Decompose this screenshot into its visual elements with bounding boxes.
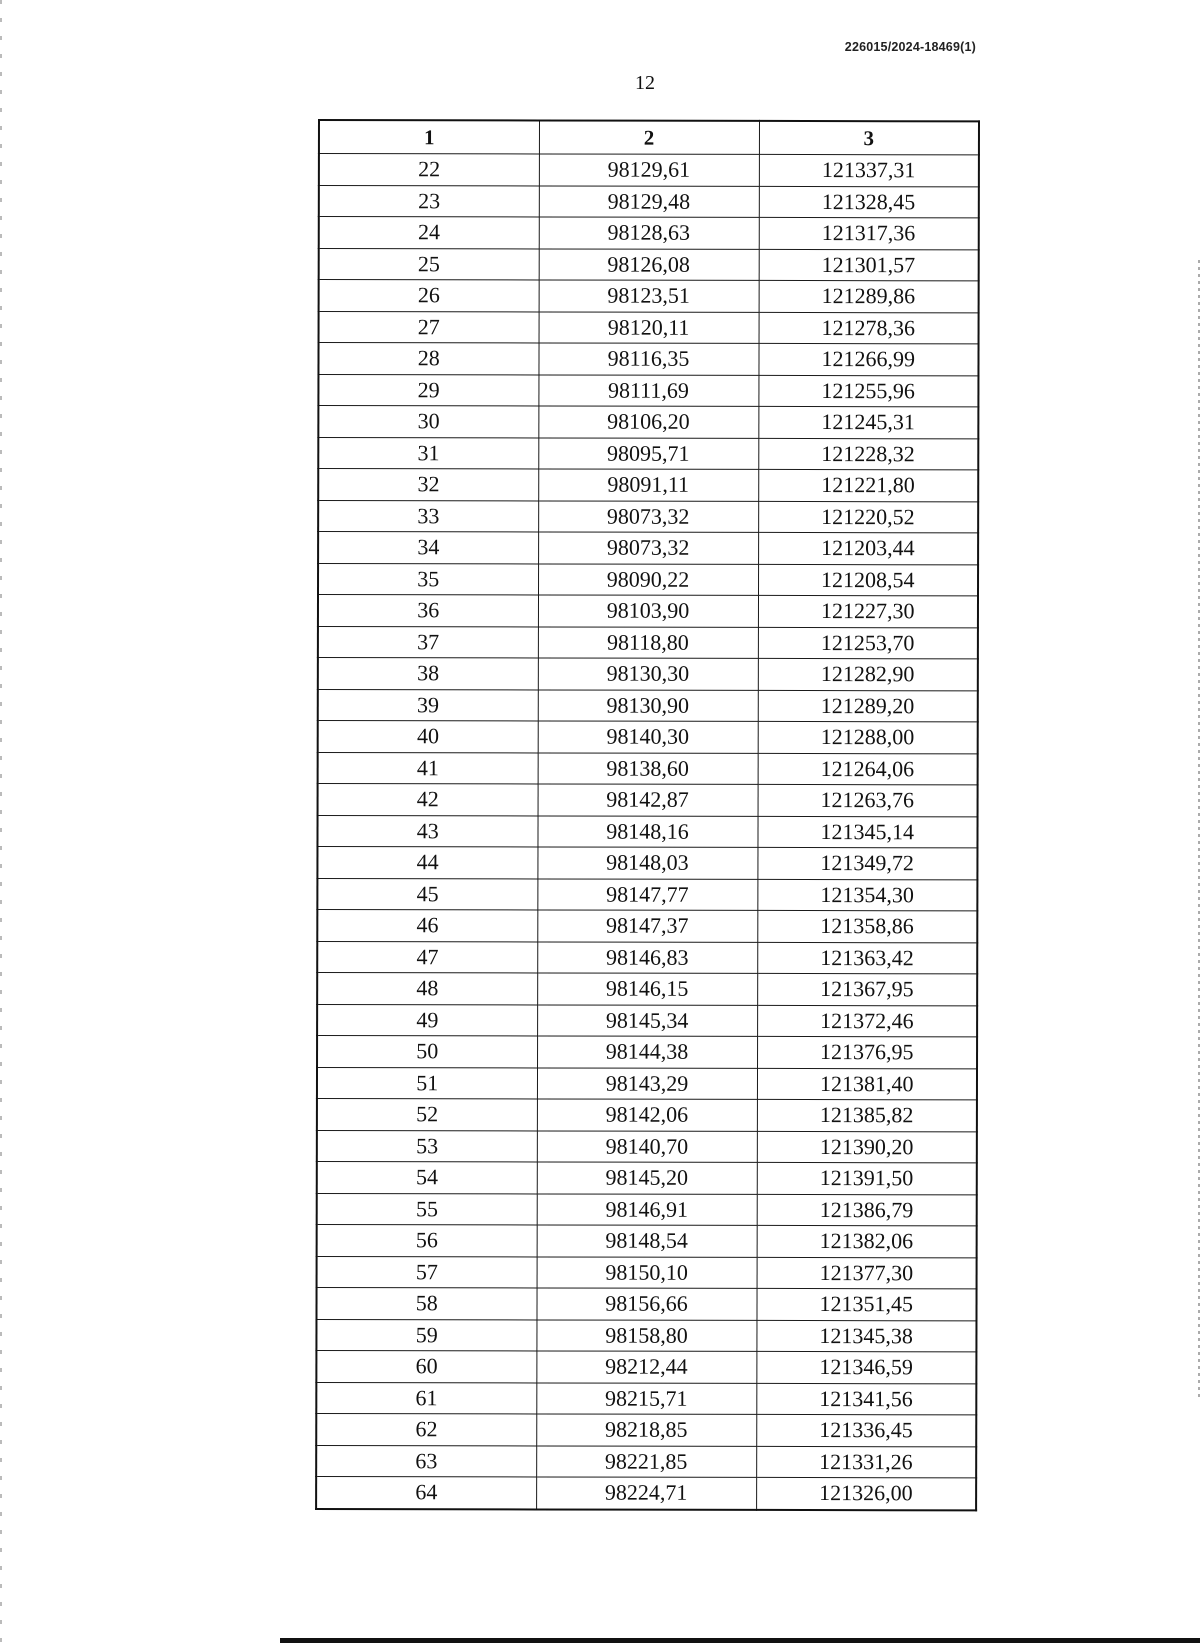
table-row — [318, 532, 978, 565]
table-row — [318, 563, 978, 596]
table-cell-col-2: 98129,61 — [539, 154, 759, 186]
table-row — [317, 1224, 977, 1257]
table-cell-col-3: 121317,36 — [759, 217, 979, 249]
column-header-2: 2 — [539, 120, 759, 154]
table-cell-col-1: 58 — [316, 1287, 536, 1319]
table-cell-col-3: 121385,82 — [757, 1099, 977, 1131]
table-header-row — [319, 120, 979, 155]
table-cell-col-3: 121358,86 — [757, 910, 977, 942]
table-cell-col-2: 98221,85 — [536, 1445, 756, 1477]
table-row — [319, 154, 979, 187]
coordinates-table — [315, 119, 980, 1511]
table-cell-col-1: 36 — [318, 595, 538, 627]
table-cell-col-1: 62 — [316, 1413, 536, 1445]
table-cell-col-1: 32 — [318, 469, 538, 501]
table-cell-col-2: 98147,37 — [537, 910, 757, 942]
table-cell-col-1: 51 — [317, 1067, 537, 1099]
table-cell-col-3: 121228,32 — [758, 438, 978, 470]
table-cell-col-1: 50 — [317, 1036, 537, 1068]
table-row — [318, 658, 978, 691]
table-row — [319, 248, 979, 281]
table-row — [319, 185, 979, 218]
table-cell-col-2: 98148,16 — [537, 815, 757, 847]
table-row — [318, 721, 978, 754]
table-row — [317, 910, 977, 943]
table-cell-col-3: 121203,44 — [758, 532, 978, 564]
table-cell-col-3: 121354,30 — [757, 879, 977, 911]
table-cell-col-1: 37 — [318, 626, 538, 658]
table-cell-col-1: 38 — [318, 658, 538, 690]
table-cell-col-3: 121208,54 — [758, 564, 978, 596]
table-row — [318, 595, 978, 628]
table-cell-col-2: 98146,83 — [537, 941, 757, 973]
table-row — [317, 1004, 977, 1037]
scan-bottom-edge — [280, 1638, 1200, 1643]
table-cell-col-2: 98130,90 — [538, 689, 758, 721]
table-cell-col-1: 52 — [317, 1099, 537, 1131]
table-cell-col-3: 121382,06 — [757, 1225, 977, 1257]
table-cell-col-3: 121278,36 — [759, 312, 979, 344]
table-row — [318, 469, 978, 502]
table-cell-col-1: 22 — [319, 154, 539, 186]
table-cell-col-2: 98095,71 — [538, 437, 758, 469]
table-cell-col-1: 54 — [317, 1161, 537, 1193]
table-row — [317, 1067, 977, 1100]
table-cell-col-2: 98158,80 — [536, 1319, 756, 1351]
column-header-1: 1 — [319, 120, 539, 154]
table-cell-col-3: 121381,40 — [757, 1068, 977, 1100]
table-cell-col-1: 59 — [316, 1319, 536, 1351]
table-cell-col-1: 48 — [317, 973, 537, 1005]
table-cell-col-1: 63 — [316, 1445, 536, 1477]
table-cell-col-1: 60 — [316, 1350, 536, 1382]
table-cell-col-3: 121288,00 — [758, 721, 978, 753]
table-cell-col-3: 121390,20 — [757, 1131, 977, 1163]
table-cell-col-1: 33 — [318, 500, 538, 532]
table-cell-col-2: 98146,15 — [537, 973, 757, 1005]
table-row — [317, 847, 977, 880]
table-cell-col-1: 53 — [317, 1130, 537, 1162]
table-cell-col-1: 25 — [319, 248, 539, 280]
table-cell-col-3: 121227,30 — [758, 595, 978, 627]
table-cell-col-2: 98218,85 — [536, 1414, 756, 1446]
table-cell-col-3: 121376,95 — [757, 1036, 977, 1068]
table-cell-col-1: 57 — [317, 1256, 537, 1288]
table-row — [318, 689, 978, 722]
table-body — [316, 154, 979, 1510]
table-cell-col-1: 61 — [316, 1382, 536, 1414]
table-cell-col-1: 42 — [318, 784, 538, 816]
table-cell-col-3: 121255,96 — [758, 375, 978, 407]
table-row — [317, 941, 977, 974]
table-row — [318, 437, 978, 470]
table-cell-col-2: 98073,32 — [538, 500, 758, 532]
table-cell-col-1: 56 — [317, 1224, 537, 1256]
table-cell-col-1: 43 — [317, 815, 537, 847]
table-row — [318, 752, 978, 785]
table-row — [316, 1287, 976, 1320]
scan-edge-left — [0, 0, 2, 1643]
table-cell-col-3: 121328,45 — [759, 186, 979, 218]
table-cell-col-2: 98103,90 — [538, 595, 758, 627]
table-cell-col-2: 98156,66 — [536, 1288, 756, 1320]
table-cell-col-3: 121253,70 — [758, 627, 978, 659]
table-row — [317, 1256, 977, 1289]
table-cell-col-1: 27 — [319, 311, 539, 343]
table-cell-col-2: 98123,51 — [539, 280, 759, 312]
table-row — [316, 1476, 976, 1509]
table-cell-col-3: 121345,14 — [757, 816, 977, 848]
table-cell-col-3: 121372,46 — [757, 1005, 977, 1037]
table-row — [318, 500, 978, 533]
table-cell-col-1: 39 — [318, 689, 538, 721]
table-cell-col-2: 98116,35 — [538, 343, 758, 375]
table-row — [316, 1445, 976, 1478]
table-cell-col-2: 98120,11 — [539, 311, 759, 343]
table-row — [317, 878, 977, 911]
table-cell-col-3: 121363,42 — [757, 942, 977, 974]
table-row — [319, 280, 979, 313]
table-cell-col-1: 47 — [317, 941, 537, 973]
table-cell-col-3: 121289,86 — [759, 280, 979, 312]
table-cell-col-2: 98140,30 — [538, 721, 758, 753]
column-header-3: 3 — [759, 121, 979, 155]
table-cell-col-1: 40 — [318, 721, 538, 753]
table-cell-col-2: 98147,77 — [537, 878, 757, 910]
table-cell-col-2: 98138,60 — [538, 752, 758, 784]
table-cell-col-2: 98128,63 — [539, 217, 759, 249]
table-cell-col-1: 64 — [316, 1476, 536, 1508]
table-row — [318, 374, 978, 407]
table-row — [319, 217, 979, 250]
table-cell-col-3: 121351,45 — [756, 1288, 976, 1320]
table-cell-col-2: 98143,29 — [537, 1067, 757, 1099]
table-row — [318, 343, 978, 376]
table-cell-col-2: 98224,71 — [536, 1477, 756, 1509]
table-header — [319, 120, 979, 155]
table-cell-col-3: 121264,06 — [758, 753, 978, 785]
table-row — [318, 406, 978, 439]
table-cell-col-3: 121263,76 — [758, 784, 978, 816]
table-cell-col-3: 121331,26 — [756, 1446, 976, 1478]
table-cell-col-3: 121346,59 — [756, 1351, 976, 1383]
table-cell-col-2: 98140,70 — [537, 1130, 757, 1162]
table-cell-col-3: 121289,20 — [758, 690, 978, 722]
table-cell-col-2: 98126,08 — [539, 248, 759, 280]
table-row — [317, 1130, 977, 1163]
table-cell-col-2: 98142,06 — [537, 1099, 757, 1131]
table-cell-col-1: 55 — [317, 1193, 537, 1225]
table-row — [316, 1413, 976, 1446]
table-cell-col-2: 98118,80 — [538, 626, 758, 658]
page-number: 12 — [635, 72, 655, 94]
table-cell-col-2: 98150,10 — [537, 1256, 757, 1288]
table-row — [316, 1350, 976, 1383]
document-reference: 226015/2024-18469(1) — [844, 40, 976, 54]
table-cell-col-3: 121367,95 — [757, 973, 977, 1005]
table-cell-col-2: 98215,71 — [536, 1382, 756, 1414]
table-row — [319, 311, 979, 344]
table-cell-col-1: 44 — [317, 847, 537, 879]
table-cell-col-1: 30 — [318, 406, 538, 438]
table-cell-col-1: 29 — [318, 374, 538, 406]
table-cell-col-3: 121341,56 — [756, 1383, 976, 1415]
table-cell-col-2: 98144,38 — [537, 1036, 757, 1068]
table-row — [317, 1161, 977, 1194]
table-cell-col-2: 98212,44 — [536, 1351, 756, 1383]
table-cell-col-1: 41 — [318, 752, 538, 784]
table-cell-col-1: 26 — [319, 280, 539, 312]
table-cell-col-2: 98148,03 — [537, 847, 757, 879]
table-row — [317, 1036, 977, 1069]
table-cell-col-2: 98148,54 — [537, 1225, 757, 1257]
table-cell-col-1: 49 — [317, 1004, 537, 1036]
table-cell-col-3: 121377,30 — [757, 1257, 977, 1289]
table-cell-col-2: 98145,20 — [537, 1162, 757, 1194]
table-cell-col-2: 98129,48 — [539, 185, 759, 217]
table-cell-col-1: 28 — [318, 343, 538, 375]
table-cell-col-3: 121326,00 — [756, 1477, 976, 1509]
table-row — [317, 1099, 977, 1132]
table-row — [317, 973, 977, 1006]
table-row — [316, 1319, 976, 1352]
table-cell-col-2: 98091,11 — [538, 469, 758, 501]
table-cell-col-3: 121245,31 — [758, 406, 978, 438]
table-cell-col-1: 31 — [318, 437, 538, 469]
table-cell-col-3: 121386,79 — [757, 1194, 977, 1226]
table-cell-col-3: 121337,31 — [759, 154, 979, 186]
table-row — [318, 626, 978, 659]
table-row — [316, 1382, 976, 1415]
table-row — [317, 815, 977, 848]
table-cell-col-2: 98145,34 — [537, 1004, 757, 1036]
table-cell-col-2: 98106,20 — [538, 406, 758, 438]
table-cell-col-3: 121301,57 — [759, 249, 979, 281]
table-cell-col-3: 121345,38 — [756, 1320, 976, 1352]
table-cell-col-2: 98111,69 — [538, 374, 758, 406]
table-row — [317, 1193, 977, 1226]
table-cell-col-3: 121349,72 — [757, 847, 977, 879]
table-cell-col-3: 121282,90 — [758, 658, 978, 690]
table-cell-col-2: 98073,32 — [538, 532, 758, 564]
table-cell-col-3: 121336,45 — [756, 1414, 976, 1446]
table-cell-col-2: 98146,91 — [537, 1193, 757, 1225]
table-cell-col-1: 45 — [317, 878, 537, 910]
table-cell-col-1: 34 — [318, 532, 538, 564]
table-cell-col-1: 24 — [319, 217, 539, 249]
table-cell-col-3: 121221,80 — [758, 469, 978, 501]
table-cell-col-1: 23 — [319, 185, 539, 217]
table-cell-col-2: 98130,30 — [538, 658, 758, 690]
table-cell-col-3: 121266,99 — [758, 343, 978, 375]
table-cell-col-1: 35 — [318, 563, 538, 595]
table-cell-col-1: 46 — [317, 910, 537, 942]
table-cell-col-2: 98142,87 — [538, 784, 758, 816]
table-cell-col-3: 121220,52 — [758, 501, 978, 533]
table-row — [318, 784, 978, 817]
table-cell-col-3: 121391,50 — [757, 1162, 977, 1194]
table-cell-col-2: 98090,22 — [538, 563, 758, 595]
